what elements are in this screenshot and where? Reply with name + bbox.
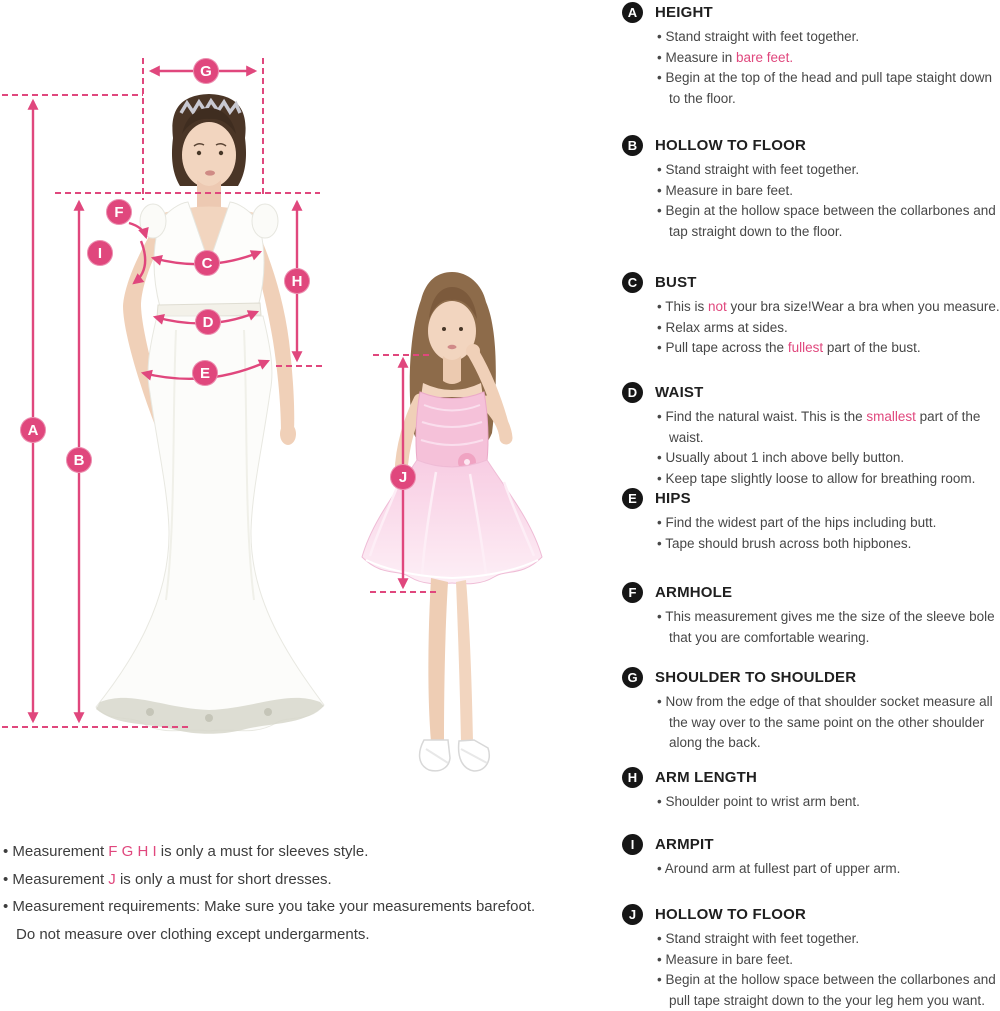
bullet-item (657, 950, 1000, 971)
text: Stand straight with feet together. (665, 162, 860, 177)
bullet-dot: • (657, 299, 666, 314)
measurement-instructions (622, 0, 1000, 1008)
text: Tape should brush across both hipbones. (665, 535, 912, 551)
text: Pull tape across the (665, 340, 788, 355)
text: Measurement requirements: Make sure you take your measurements barefoot. (12, 898, 536, 915)
figure-badge-B: B (66, 447, 92, 473)
section-title: HEIGHT (655, 4, 713, 21)
text: Measure in bare feet. (665, 182, 794, 198)
bullet-item (657, 48, 1000, 69)
note-line (3, 838, 603, 866)
bullet-item (657, 692, 1000, 754)
section-title: ARMPIT (655, 836, 714, 853)
section-bullets (657, 513, 1000, 554)
bullet-dot: • (3, 843, 13, 860)
section-C (622, 272, 1000, 359)
bullet-item (657, 407, 1000, 448)
section-title: HOLLOW TO FLOOR (655, 906, 807, 923)
text: Measure in bare feet. (665, 951, 794, 967)
figure-badge-E: E (192, 360, 218, 386)
measurement-notes (3, 838, 603, 948)
section-bullets (657, 692, 1000, 754)
highlighted-text: not (708, 299, 727, 314)
text: Find the widest part of the hips including butt. (665, 515, 937, 530)
bullet-dot: • (657, 409, 666, 424)
highlighted-text: F G H I (108, 843, 157, 860)
figure-badge-A: A (20, 417, 46, 443)
section-title: ARM LENGTH (655, 769, 757, 786)
text: is only a must for short dresses. (115, 870, 332, 888)
section-header (622, 904, 1000, 925)
bullet-item (657, 68, 1000, 109)
bullet-item (657, 27, 1000, 48)
highlighted-text: bare feet. (736, 49, 794, 65)
bullet-dot: • (657, 972, 666, 987)
section-bullets (657, 792, 1000, 813)
section-E (622, 488, 1000, 554)
text: Relax arms at sides. (665, 319, 788, 335)
section-bullets (657, 160, 1000, 242)
letter-badge-G: G (622, 667, 643, 688)
letter-badge-D: D (622, 382, 643, 403)
text: Now from the edge of that shoulder socket measure all the way over to the same point on the other shoulder along the back. (665, 694, 993, 750)
section-header (622, 272, 1000, 293)
bullet-item (657, 297, 1000, 318)
figure-badge-F: F (106, 199, 132, 225)
section-header (622, 382, 1000, 403)
figure-badge-G: G (193, 58, 219, 84)
bullet-dot: • (657, 450, 666, 465)
bullet-dot: • (657, 794, 666, 809)
text: Shoulder point to wrist arm bent. (665, 794, 860, 809)
section-B (622, 135, 1000, 242)
bullet-dot: • (657, 931, 666, 946)
text: Begin at the hollow space between the collarbones and pull tape straight down to the your leg hem you want. (665, 972, 996, 1008)
section-bullets (657, 607, 1000, 648)
letter-badge-H: H (622, 767, 643, 788)
text: Usually about 1 inch above belly button. (665, 450, 905, 465)
text: This is (665, 299, 708, 314)
section-header (622, 488, 1000, 509)
bullet-dot: • (657, 515, 666, 530)
note-line (3, 866, 603, 894)
text: is only a must for sleeves style. (156, 843, 369, 860)
text: Measure in (665, 49, 737, 65)
bullet-dot: • (657, 470, 666, 486)
section-bullets (657, 859, 1000, 880)
text: Stand straight with feet together. (665, 29, 860, 44)
section-bullets (657, 297, 1000, 359)
text: Do not measure over clothing except undergarments. (16, 925, 370, 943)
bullet-dot: • (657, 861, 665, 876)
section-F (622, 582, 1000, 648)
letter-badge-F: F (622, 582, 643, 603)
figure-badge-D: D (195, 309, 221, 335)
bullet-item (657, 859, 1000, 880)
section-A (622, 2, 1000, 109)
bullet-item (657, 448, 1000, 469)
letter-badge-C: C (622, 272, 643, 293)
section-header (622, 767, 1000, 788)
bullet-dot: • (657, 203, 666, 218)
text: This measurement gives me the size of the sleeve bole that you are comfortable wearing. (665, 609, 995, 645)
highlighted-text: fullest (787, 340, 824, 355)
bullet-dot: • (657, 951, 666, 967)
highlighted-text: J (108, 870, 116, 888)
bullet-item (657, 469, 1000, 490)
bullet-item (657, 201, 1000, 242)
section-H (622, 767, 1000, 813)
figure-badge-I: I (87, 240, 113, 266)
section-title: HIPS (655, 490, 691, 507)
section-title: SHOULDER TO SHOULDER (655, 669, 857, 686)
text: Begin at the hollow space between the collarbones and tap straight down to the floor. (665, 203, 996, 239)
section-header (622, 2, 1000, 23)
bullet-item (657, 181, 1000, 202)
text: Begin at the top of the head and pull tape staight down to the floor. (665, 70, 992, 106)
section-J (622, 904, 1000, 1011)
measurement-diagram (0, 0, 620, 800)
bullet-dot: • (657, 162, 666, 177)
bullet-dot: • (657, 609, 666, 624)
bullet-dot: • (657, 694, 666, 709)
section-title: HOLLOW TO FLOOR (655, 137, 807, 154)
section-header (622, 135, 1000, 156)
figure-badge-C: C (194, 250, 220, 276)
note-line (3, 921, 603, 949)
bullet-item (657, 534, 1000, 555)
bullet-dot: • (3, 898, 13, 915)
bullet-dot: • (657, 535, 666, 551)
section-title: WAIST (655, 384, 704, 401)
bullet-dot: • (657, 182, 666, 198)
bullet-dot: • (3, 870, 13, 888)
bullet-dot: • (657, 29, 666, 44)
bullet-dot: • (657, 340, 666, 355)
text: Around arm at fullest part of upper arm. (664, 861, 901, 876)
section-bullets (657, 27, 1000, 109)
text: Find the natural waist. This is the (665, 409, 867, 424)
text: Keep tape slightly loose to allow for breathing room. (665, 470, 976, 486)
bullet-item (657, 792, 1000, 813)
bullet-item (657, 160, 1000, 181)
section-G (622, 667, 1000, 754)
bullet-dot: • (657, 49, 666, 65)
bullet-item (657, 513, 1000, 534)
figure-badge-H: H (284, 268, 310, 294)
section-title: ARMHOLE (655, 584, 733, 601)
section-bullets (657, 929, 1000, 1011)
section-header (622, 582, 1000, 603)
section-title: BUST (655, 274, 697, 291)
bullet-dot: • (657, 70, 666, 85)
text: Stand straight with feet together. (665, 931, 860, 946)
section-I (622, 834, 1000, 880)
section-bullets (657, 407, 1000, 489)
text: Measurement (12, 843, 109, 860)
letter-badge-A: A (622, 2, 643, 23)
text: your bra size!Wear a bra when you measure. (726, 299, 1000, 314)
section-D (622, 382, 1000, 489)
diagram-badge-layer (0, 0, 620, 800)
section-header (622, 667, 1000, 688)
text: Measurement (12, 870, 109, 888)
letter-badge-I: I (622, 834, 643, 855)
note-line (3, 893, 603, 921)
text: part of the waist. (669, 409, 981, 445)
bullet-item (657, 338, 1000, 359)
bullet-item (657, 970, 1000, 1011)
bullet-item (657, 318, 1000, 339)
bullet-item (657, 929, 1000, 950)
letter-badge-J: J (622, 904, 643, 925)
highlighted-text: smallest (866, 409, 916, 424)
section-header (622, 834, 1000, 855)
letter-badge-E: E (622, 488, 643, 509)
bullet-dot: • (657, 319, 666, 335)
bullet-item (657, 607, 1000, 648)
figure-badge-J: J (390, 464, 416, 490)
text: part of the bust. (823, 340, 921, 355)
letter-badge-B: B (622, 135, 643, 156)
